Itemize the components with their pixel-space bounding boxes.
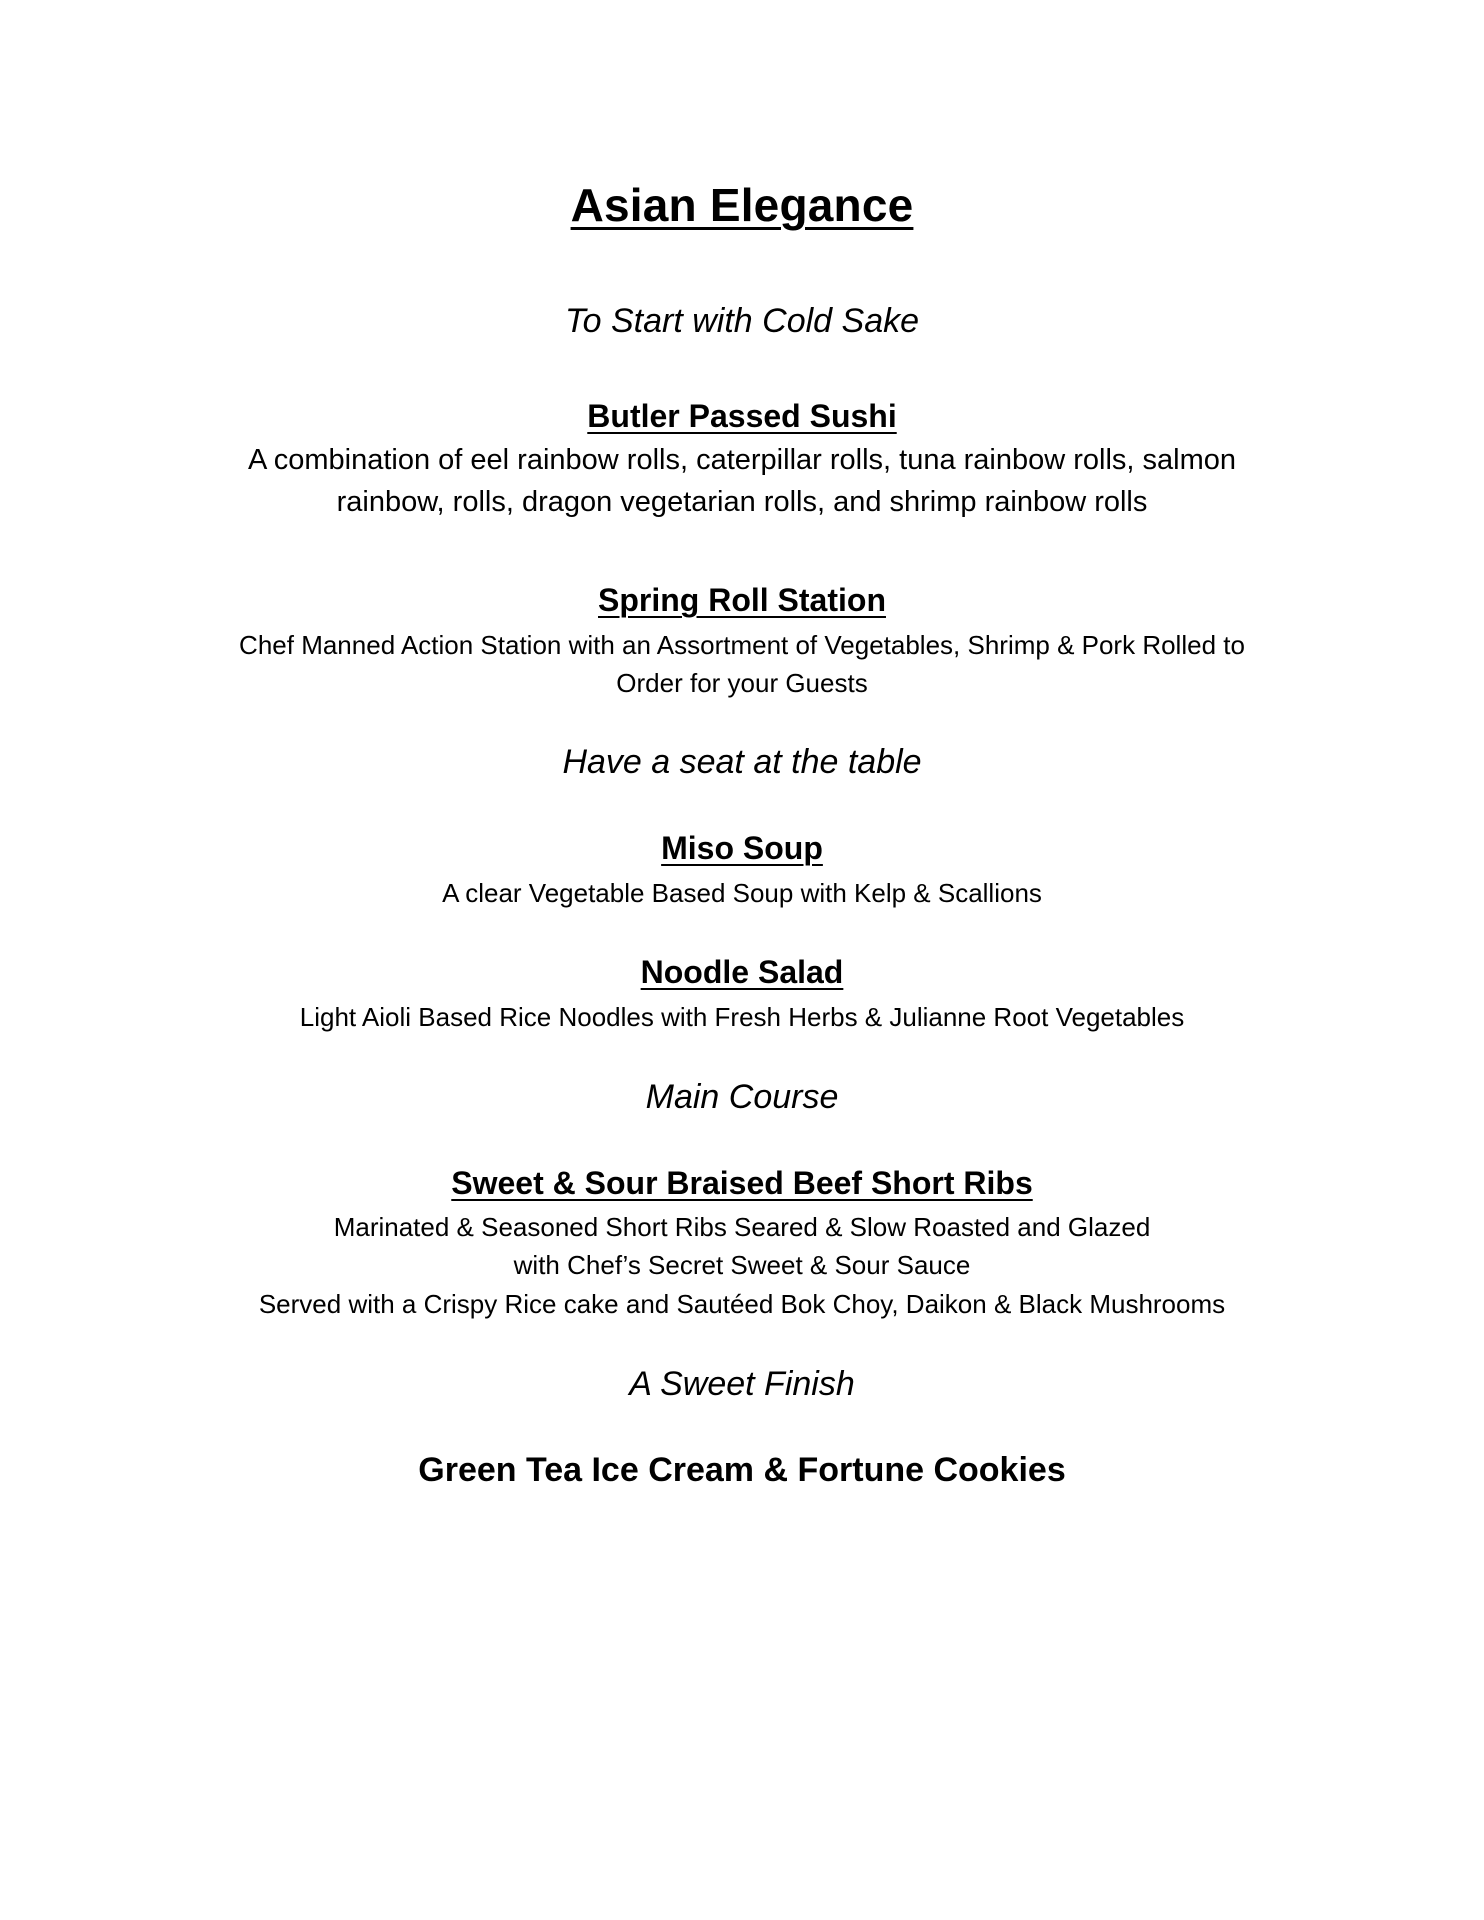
section-start: To Start with Cold Sake <box>564 302 920 340</box>
item-noodle-name: Noodle Salad <box>640 954 844 990</box>
item-noodle-desc-1: Light Aioli Based Rice Noodles with Fresh Herbs & Julianne Root Vegetables <box>299 1002 1185 1032</box>
section-seat: Have a seat at the table <box>562 743 922 781</box>
section-finish: A Sweet Finish <box>629 1365 855 1403</box>
item-spring-roll-desc-2: Order for your Guests <box>616 668 868 698</box>
item-spring-roll-name: Spring Roll Station <box>598 582 886 618</box>
menu-title: Asian Elegance <box>570 179 914 231</box>
item-sushi-desc-2: rainbow, rolls, dragon vegetarian rolls, and shrimp rainbow rolls <box>336 486 1148 518</box>
item-spring-roll-desc-1: Chef Manned Action Station with an Assortment of Vegetables, Shrimp & Pork Rolled to <box>239 630 1245 660</box>
item-ribs-desc-1: Marinated & Seasoned Short Ribs Seared & Slow Roasted and Glazed <box>333 1212 1151 1242</box>
item-miso-desc-1: A clear Vegetable Based Soup with Kelp & Scallions <box>442 878 1042 908</box>
item-dessert-name: Green Tea Ice Cream & Fortune Cookies <box>418 1451 1066 1489</box>
item-ribs-name: Sweet & Sour Braised Beef Short Ribs <box>451 1165 1033 1201</box>
item-ribs-desc-3: Served with a Crispy Rice cake and Sautéed Bok Choy, Daikon & Black Mushrooms <box>258 1289 1226 1319</box>
item-sushi-desc-1: A combination of eel rainbow rolls, caterpillar rolls, tuna rainbow rolls, salmon <box>247 444 1237 476</box>
item-sushi-name: Butler Passed Sushi <box>587 398 897 434</box>
item-miso-name: Miso Soup <box>661 830 823 866</box>
section-main: Main Course <box>645 1078 839 1116</box>
item-ribs-desc-2: with Chef’s Secret Sweet & Sour Sauce <box>513 1250 971 1280</box>
